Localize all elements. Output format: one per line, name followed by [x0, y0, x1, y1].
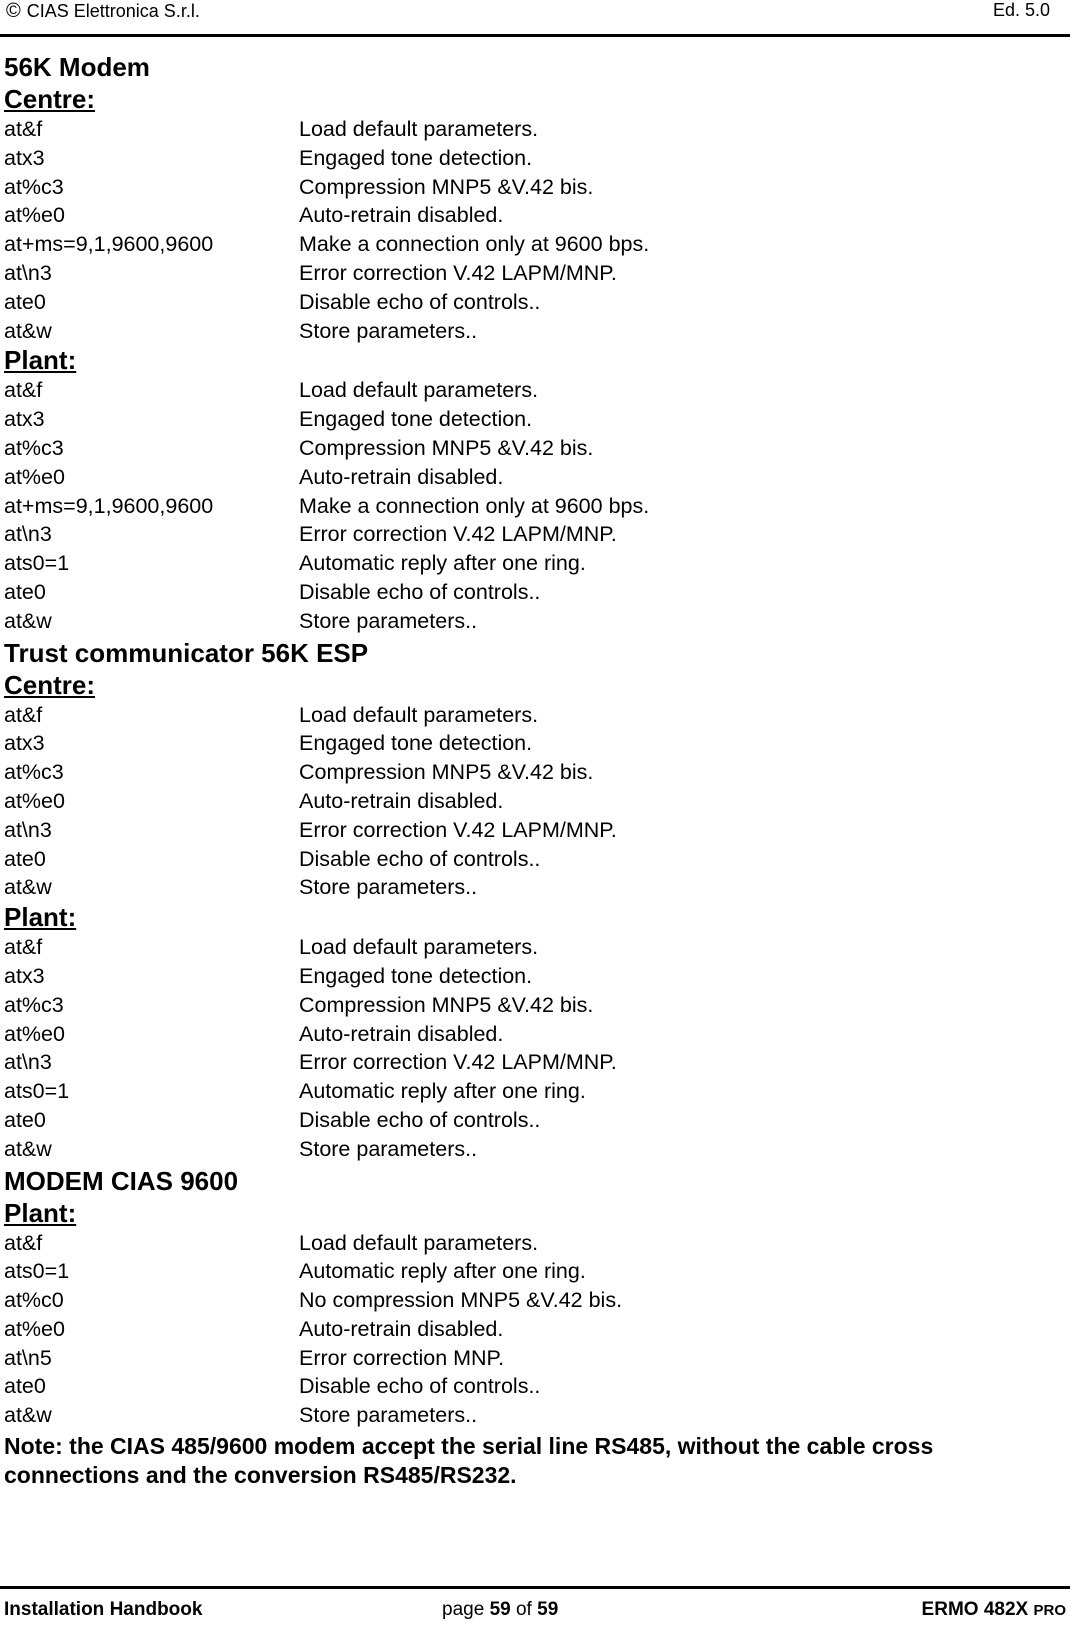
command-row — [4, 405, 1064, 434]
command-row — [4, 1315, 1064, 1344]
command-row — [4, 701, 1064, 730]
command-description: Make a connection only at 9600 bps. — [299, 493, 650, 518]
command-row — [4, 115, 1064, 144]
at-command: at%c0 — [4, 1288, 64, 1313]
command-row — [4, 816, 1064, 845]
command-description: Error correction V.42 LAPM/MNP. — [299, 1050, 617, 1075]
group-label: Plant: — [4, 345, 77, 376]
command-row — [4, 1077, 1064, 1106]
at-command: ats0=1 — [4, 1079, 70, 1104]
command-description: Auto-retrain disabled. — [299, 203, 504, 228]
at-command: at\n3 — [4, 1050, 52, 1075]
command-description: Disable echo of controls.. — [299, 846, 541, 871]
command-description: Auto-retrain disabled. — [299, 1316, 504, 1341]
command-row — [4, 463, 1064, 492]
at-command: at&w — [4, 318, 52, 343]
group-label: Centre: — [4, 84, 96, 114]
page-number: page 59 of 59 — [442, 1599, 559, 1620]
at-command: atx3 — [4, 145, 45, 170]
command-description: Auto-retrain disabled. — [299, 1021, 504, 1046]
command-row — [4, 549, 1064, 578]
command-description: Disable echo of controls.. — [299, 289, 541, 314]
command-description: Load default parameters. — [299, 935, 539, 960]
at-command: atx3 — [4, 963, 45, 988]
command-row — [4, 173, 1064, 202]
at-command: at%e0 — [4, 1316, 65, 1341]
command-row — [4, 317, 1064, 346]
command-row — [4, 729, 1064, 758]
command-row — [4, 933, 1064, 962]
company-name: CIAS Elettronica S.r.l. — [26, 1, 200, 21]
at-command: atx3 — [4, 731, 45, 756]
at-command: ate0 — [4, 1374, 46, 1399]
note-text: Note: the CIAS 485/9600 modem accept the serial line RS485, without the cable cross connections and the conversion RS485/RS232. — [4, 1433, 934, 1489]
command-row — [4, 845, 1064, 874]
command-row — [4, 376, 1064, 405]
command-row — [4, 962, 1064, 991]
at-command: at&w — [4, 1403, 52, 1428]
at-command: at&f — [4, 1230, 43, 1255]
at-command: at%e0 — [4, 788, 65, 813]
command-row — [4, 201, 1064, 230]
command-row — [4, 1286, 1064, 1315]
at-command: ate0 — [4, 289, 46, 314]
command-row — [4, 787, 1064, 816]
command-description: Engaged tone detection. — [299, 407, 533, 432]
at-command: at&w — [4, 1136, 52, 1161]
command-description: Error correction V.42 LAPM/MNP. — [299, 260, 617, 285]
command-row — [4, 991, 1064, 1020]
at-command: at&f — [4, 117, 43, 141]
command-description: Load default parameters. — [299, 378, 539, 403]
total-pages: 59 — [537, 1599, 559, 1620]
command-description: No compression MNP5 &V.42 bis. — [299, 1288, 623, 1313]
command-description: Auto-retrain disabled. — [299, 788, 504, 813]
command-row — [4, 578, 1064, 607]
at-command: at%e0 — [4, 203, 65, 228]
at-command: at%c3 — [4, 760, 64, 785]
at-command: atx3 — [4, 407, 45, 432]
command-description: Automatic reply after one ring. — [299, 1259, 586, 1284]
at-command: at&f — [4, 702, 43, 727]
command-description: Store parameters.. — [299, 1403, 478, 1428]
at-command: at+ms=9,1,9600,9600 — [4, 493, 214, 518]
command-description: Disable echo of controls.. — [299, 1107, 541, 1132]
command-description: Compression MNP5 &V.42 bis. — [299, 435, 594, 460]
current-page: 59 — [489, 1599, 511, 1620]
command-row — [4, 434, 1064, 463]
command-description: Disable echo of controls.. — [299, 1374, 541, 1399]
command-description: Store parameters.. — [299, 875, 478, 900]
command-description: Compression MNP5 &V.42 bis. — [299, 760, 594, 785]
command-description: Compression MNP5 &V.42 bis. — [299, 174, 594, 199]
group-label: Plant: — [4, 1197, 77, 1228]
command-description: Error correction V.42 LAPM/MNP. — [299, 522, 617, 547]
section-title: 56K Modem — [4, 52, 150, 82]
at-command: at%c3 — [4, 174, 64, 199]
command-row — [4, 1135, 1064, 1164]
command-row — [4, 873, 1064, 902]
command-row — [4, 1257, 1064, 1286]
section-title: MODEM CIAS 9600 — [4, 1165, 239, 1196]
command-description: Load default parameters. — [299, 702, 539, 727]
command-row — [4, 1372, 1064, 1401]
at-command: at&w — [4, 875, 52, 900]
command-description: Compression MNP5 &V.42 bis. — [299, 992, 594, 1017]
at-command: at\n3 — [4, 522, 52, 547]
at-command: ate0 — [4, 1107, 46, 1132]
command-description: Error correction V.42 LAPM/MNP. — [299, 817, 617, 842]
command-row — [4, 259, 1064, 288]
command-row — [4, 1106, 1064, 1135]
command-description: Engaged tone detection. — [299, 145, 533, 170]
at-command: at%c3 — [4, 435, 64, 460]
command-row — [4, 1020, 1064, 1049]
copyright-icon: © — [6, 0, 21, 22]
command-description: Store parameters.. — [299, 1136, 478, 1161]
command-row — [4, 1048, 1064, 1077]
page-footer — [0, 1586, 1070, 1630]
command-description: Disable echo of controls.. — [299, 579, 541, 604]
command-row — [4, 1344, 1064, 1373]
command-row — [4, 607, 1064, 636]
group-label: Plant: — [4, 902, 77, 933]
command-row — [4, 288, 1064, 317]
command-description: Error correction MNP. — [299, 1345, 505, 1370]
at-command: at%e0 — [4, 464, 65, 489]
at-command: at&f — [4, 935, 43, 960]
document-body — [4, 50, 1064, 1490]
at-command: at\n5 — [4, 1345, 52, 1370]
command-row — [4, 520, 1064, 549]
command-row — [4, 144, 1064, 173]
command-description: Load default parameters. — [299, 1230, 539, 1255]
at-command: ats0=1 — [4, 1259, 70, 1284]
command-row — [4, 230, 1064, 259]
at-command: at&f — [4, 378, 43, 403]
command-description: Automatic reply after one ring. — [299, 551, 586, 576]
command-description: Auto-retrain disabled. — [299, 464, 504, 489]
command-description: Load default parameters. — [299, 117, 539, 141]
command-description: Engaged tone detection. — [299, 963, 533, 988]
command-row — [4, 492, 1064, 521]
at-command: at%e0 — [4, 1021, 65, 1046]
page-header — [0, 0, 1070, 37]
handbook-title: Installation Handbook — [4, 1599, 203, 1620]
at-command: at+ms=9,1,9600,9600 — [4, 232, 214, 257]
command-description: Automatic reply after one ring. — [299, 1079, 586, 1104]
command-row — [4, 1229, 1064, 1258]
at-command: at%c3 — [4, 992, 64, 1017]
command-description: Engaged tone detection. — [299, 731, 533, 756]
at-command: at\n3 — [4, 260, 52, 285]
at-command: ats0=1 — [4, 551, 70, 576]
edition-label: Ed. 5.0 — [992, 0, 1050, 20]
command-description: Store parameters.. — [299, 318, 478, 343]
command-row — [4, 758, 1064, 787]
at-command: at&w — [4, 608, 52, 633]
command-description: Make a connection only at 9600 bps. — [299, 232, 650, 257]
group-label: Centre: — [4, 669, 96, 700]
at-command: ate0 — [4, 846, 46, 871]
section-title: Trust communicator 56K ESP — [4, 637, 369, 668]
at-command: at\n3 — [4, 817, 52, 842]
at-command: ate0 — [4, 579, 46, 604]
command-description: Store parameters.. — [299, 608, 478, 633]
command-row — [4, 1401, 1064, 1430]
header-company — [6, 0, 200, 23]
product-name: ERMO 482X PRO — [921, 1599, 1066, 1620]
